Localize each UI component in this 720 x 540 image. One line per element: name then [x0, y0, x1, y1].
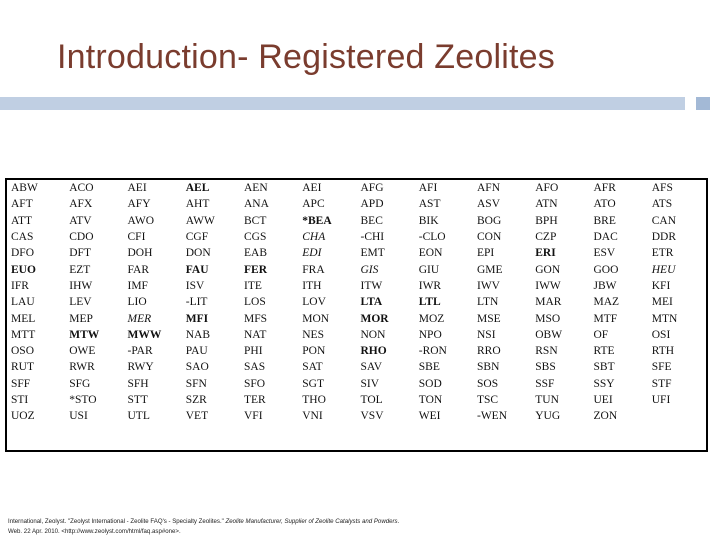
table-cell: AEL — [185, 182, 210, 195]
table-cell: RSN — [535, 345, 558, 358]
table-cell: MWW — [127, 328, 162, 341]
table-cell: MOR — [360, 312, 389, 325]
table-cell: EAB — [244, 247, 267, 260]
table-cell: LOV — [302, 296, 326, 309]
table-cell: SFF — [11, 377, 31, 390]
table-cell: CZP — [535, 231, 557, 244]
citation-footnote — [8, 517, 408, 537]
table-cell: NAB — [185, 328, 211, 341]
table-cell: SFN — [185, 377, 207, 390]
table-cell: EMT — [360, 247, 385, 260]
table-cell: NON — [360, 328, 386, 341]
table-cell: IWV — [477, 279, 500, 292]
table-cell: NSI — [477, 328, 496, 341]
citation-text-end: . Web. 22 Apr. 2010. <http://www.zeolyst.com/html/faq.asp#one>. — [8, 518, 400, 535]
table-cell: ABW — [11, 182, 38, 195]
zeolite-codes-grid — [7, 180, 706, 424]
table-row — [7, 180, 706, 196]
table-row — [7, 359, 706, 375]
table-cell: DON — [185, 247, 211, 260]
table-cell: YUG — [535, 410, 561, 423]
table-cell: LTA — [360, 296, 383, 309]
table-cell: RWR — [69, 361, 95, 374]
table-cell: -PAR — [127, 345, 153, 358]
table-cell: MOZ — [418, 312, 445, 325]
table-cell: MSO — [535, 312, 561, 325]
table-cell: *STO — [69, 394, 97, 406]
table-cell: KFI — [651, 279, 671, 292]
table-cell: *BEA — [302, 214, 332, 227]
table-cell: STF — [651, 377, 672, 390]
table-cell: OWE — [69, 345, 96, 358]
table-cell: OF — [593, 328, 609, 341]
table-cell: BEC — [360, 214, 383, 227]
table-row — [7, 376, 706, 392]
table-cell: AFN — [477, 182, 501, 195]
table-cell: CHA — [302, 231, 326, 244]
table-cell: MTN — [651, 312, 678, 325]
table-cell: TSC — [477, 394, 499, 406]
table-cell: GON — [535, 263, 561, 276]
table-cell: MTF — [593, 312, 618, 325]
table-cell: PON — [302, 345, 326, 358]
table-cell: GIS — [360, 263, 379, 276]
zeolite-code-table — [5, 178, 708, 452]
table-cell: DDR — [651, 231, 677, 244]
table-row — [7, 261, 706, 277]
table-cell: IWR — [418, 279, 442, 292]
table-cell: AWO — [127, 214, 155, 227]
table-cell: RTH — [651, 345, 675, 358]
table-cell: UFI — [651, 394, 671, 406]
table-cell: OBW — [535, 328, 563, 341]
table-cell: APC — [302, 198, 325, 211]
table-cell: ATS — [651, 198, 673, 211]
table-cell: VET — [185, 410, 209, 423]
table-cell: AST — [418, 198, 441, 211]
table-cell: SZR — [185, 394, 207, 406]
table-cell: HEU — [651, 263, 676, 276]
table-cell: ITE — [244, 279, 262, 292]
table-cell: ATT — [11, 214, 33, 227]
table-cell: UTL — [127, 410, 150, 423]
table-cell: CON — [477, 231, 502, 244]
table-cell: SBT — [593, 361, 615, 374]
table-cell: IHW — [69, 279, 93, 292]
table-cell: OSI — [651, 328, 671, 341]
table-row — [7, 196, 706, 212]
table-row — [7, 408, 706, 424]
table-cell: CGS — [244, 231, 267, 244]
table-cell: AFG — [360, 182, 384, 195]
table-cell: AFI — [418, 182, 438, 195]
table-cell: FER — [244, 263, 267, 276]
table-cell: GOO — [593, 263, 619, 276]
table-cell: MFI — [185, 312, 209, 325]
table-cell: RRO — [477, 345, 501, 358]
table-cell: -CHI — [360, 231, 385, 244]
table-cell: SFO — [244, 377, 266, 390]
table-cell: MSE — [477, 312, 501, 325]
table-cell — [648, 408, 706, 424]
table-cell: ACO — [69, 182, 94, 195]
table-cell: BCT — [244, 214, 267, 227]
table-cell: SIV — [360, 377, 380, 390]
table-cell: AEN — [244, 182, 268, 195]
table-cell: AFS — [651, 182, 673, 195]
table-cell: RUT — [11, 361, 34, 374]
table-cell: RHO — [360, 345, 387, 358]
table-cell: MON — [302, 312, 330, 325]
table-cell: MAZ — [593, 296, 620, 309]
table-cell: ITH — [302, 279, 322, 292]
table-cell: VSV — [360, 410, 384, 423]
table-cell: -RON — [418, 345, 447, 358]
table-row — [7, 229, 706, 245]
table-cell: SAO — [185, 361, 209, 374]
table-cell: ATO — [593, 198, 616, 211]
table-cell: NPO — [418, 328, 442, 341]
table-cell: MER — [127, 312, 152, 325]
table-cell: MTW — [69, 328, 100, 341]
table-cell: TON — [418, 394, 443, 406]
table-cell: NAT — [244, 328, 267, 341]
table-cell: EDI — [302, 247, 322, 260]
table-cell: VFI — [244, 410, 263, 423]
table-row — [7, 278, 706, 294]
table-cell: PAU — [185, 345, 208, 358]
table-row — [7, 294, 706, 310]
slide-title: Introduction- Registered Zeolites — [57, 38, 555, 76]
table-cell: NES — [302, 328, 324, 341]
table-cell: MEP — [69, 312, 93, 325]
table-cell: ZON — [593, 410, 618, 423]
table-cell: BRE — [593, 214, 616, 227]
table-cell: GIU — [418, 263, 440, 276]
table-cell: THO — [302, 394, 326, 406]
table-cell: UOZ — [11, 410, 35, 423]
table-cell: SGT — [302, 377, 324, 390]
table-cell: SSY — [593, 377, 615, 390]
table-cell: SAT — [302, 361, 323, 374]
table-cell: CFI — [127, 231, 146, 244]
table-cell: WEI — [418, 410, 441, 423]
table-cell: CAN — [651, 214, 677, 227]
table-cell: SFH — [127, 377, 149, 390]
table-cell: ATV — [69, 214, 92, 227]
table-cell: FRA — [302, 263, 325, 276]
table-cell: RWY — [127, 361, 154, 374]
table-row — [7, 310, 706, 326]
table-cell: EPI — [477, 247, 495, 260]
table-cell: BPH — [535, 214, 558, 227]
table-cell: EZT — [69, 263, 91, 276]
citation-text: International, Zeolyst. "Zeolyst International - Zeolite FAQ's - Specialty Zeolites." — [8, 518, 226, 525]
table-cell: SBN — [477, 361, 500, 374]
table-cell: CGF — [185, 231, 209, 244]
table-cell: -CLO — [418, 231, 446, 244]
table-cell: ANA — [244, 198, 269, 211]
table-row — [7, 343, 706, 359]
table-cell: SAS — [244, 361, 266, 374]
table-cell: ISV — [185, 279, 205, 292]
table-cell: OSO — [11, 345, 35, 358]
table-cell: SBS — [535, 361, 556, 374]
table-row — [7, 392, 706, 408]
table-cell: AFX — [69, 198, 93, 211]
table-cell: TOL — [360, 394, 383, 406]
table-cell: IMF — [127, 279, 148, 292]
table-cell: GME — [477, 263, 503, 276]
table-cell: -LIT — [185, 296, 208, 309]
table-cell: VNI — [302, 410, 323, 423]
citation-source-title: Zeolite Manufacturer, Supplier of Zeolite Catalysts and Powders — [225, 518, 398, 525]
table-cell: IFR — [11, 279, 29, 292]
table-cell: RTE — [593, 345, 615, 358]
table-cell: USI — [69, 410, 88, 423]
table-cell: FAR — [127, 263, 150, 276]
table-cell: DFO — [11, 247, 35, 260]
table-cell: LTN — [477, 296, 499, 309]
table-cell: AFT — [11, 198, 33, 211]
table-cell: UEI — [593, 394, 613, 406]
table-cell: MAR — [535, 296, 562, 309]
table-cell: ESV — [593, 247, 616, 260]
table-cell: LEV — [69, 296, 92, 309]
table-cell: -WEN — [477, 410, 508, 423]
table-cell: SFG — [69, 377, 91, 390]
table-cell: BIK — [418, 214, 439, 227]
table-cell: LAU — [11, 296, 35, 309]
table-cell: EUO — [11, 263, 36, 276]
table-cell: SSF — [535, 377, 555, 390]
table-row — [7, 213, 706, 229]
table-cell: AFR — [593, 182, 616, 195]
table-cell: MFS — [244, 312, 268, 325]
table-cell: MEI — [651, 296, 673, 309]
table-cell: SOD — [418, 377, 442, 390]
table-cell: IWW — [535, 279, 561, 292]
table-cell: CDO — [69, 231, 94, 244]
table-cell: TER — [244, 394, 266, 406]
table-cell: ITW — [360, 279, 383, 292]
table-cell: DAC — [593, 231, 618, 244]
table-cell: AFO — [535, 182, 559, 195]
table-cell: TUN — [535, 394, 559, 406]
table-cell: AFY — [127, 198, 151, 211]
table-cell: ATN — [535, 198, 558, 211]
table-cell: CAS — [11, 231, 34, 244]
table-cell: ETR — [651, 247, 674, 260]
table-cell: ERI — [535, 247, 556, 260]
table-cell: MEL — [11, 312, 36, 325]
table-cell: LOS — [244, 296, 266, 309]
table-cell: APD — [360, 198, 384, 211]
table-row — [7, 245, 706, 261]
table-row — [7, 327, 706, 343]
table-cell: LTL — [418, 296, 441, 309]
table-cell: FAU — [185, 263, 209, 276]
table-cell: MTT — [11, 328, 36, 341]
table-cell: DOH — [127, 247, 153, 260]
table-cell: AEI — [127, 182, 147, 195]
table-cell: AWW — [185, 214, 215, 227]
table-cell: JBW — [593, 279, 617, 292]
table-cell: EON — [418, 247, 443, 260]
table-cell: BOG — [477, 214, 502, 227]
table-cell: SBE — [418, 361, 440, 374]
table-cell: STI — [11, 394, 29, 406]
table-cell: DFT — [69, 247, 91, 260]
table-cell: LIO — [127, 296, 147, 309]
table-cell: SAV — [360, 361, 383, 374]
table-cell: AHT — [185, 198, 210, 211]
table-cell: PHI — [244, 345, 263, 358]
table-cell: SOS — [477, 377, 499, 390]
table-cell: SFE — [651, 361, 672, 374]
table-cell: STT — [127, 394, 148, 406]
table-cell: ASV — [477, 198, 501, 211]
title-accent-bar-end — [696, 97, 710, 110]
table-cell: AEI — [302, 182, 322, 195]
title-accent-bar — [0, 97, 685, 110]
